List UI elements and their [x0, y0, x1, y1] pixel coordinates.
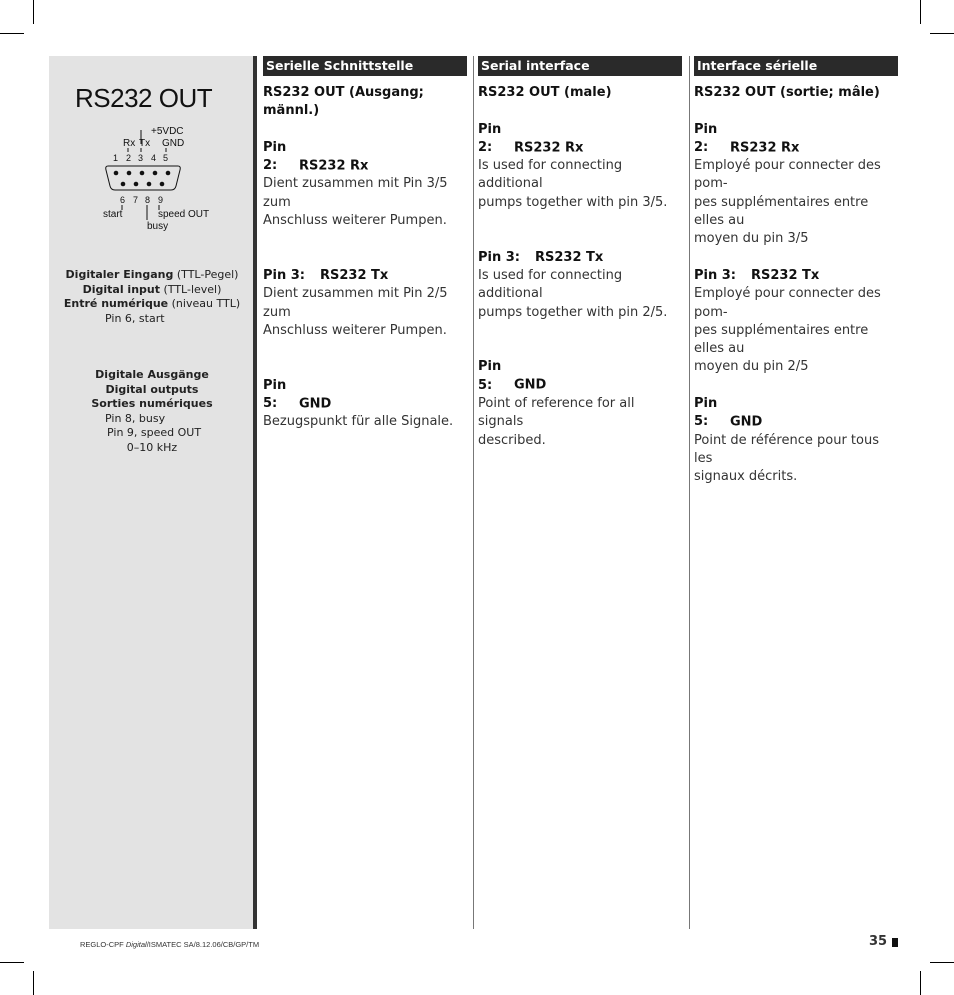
section-header: Serial interface — [478, 56, 682, 76]
pin-label: Pin 5: — [263, 377, 287, 412]
svg-text:4: 4 — [151, 153, 157, 163]
pin-description: Employé pour connecter des pom- — [694, 158, 881, 192]
pin-signal: RS232 Tx — [751, 267, 820, 283]
pin-description: described. — [478, 432, 546, 448]
section-header: Serielle Schnittstelle — [263, 56, 467, 76]
output-range: 0–10 kHz — [126, 440, 178, 454]
page-title: RS232 OUT — [75, 83, 213, 113]
label-rx: Rx — [123, 138, 136, 149]
pin-description: Bezugspunkt für alle Signale. — [263, 414, 454, 430]
subtitle: RS232 OUT (Ausgang; männl.) — [263, 85, 424, 119]
pin-label: Pin 2: — [478, 121, 502, 155]
pin-label: Pin 2: — [694, 121, 718, 155]
pin-label: Pin 5: — [694, 396, 718, 430]
connector-pins — [114, 171, 171, 187]
pin-signal: RS232 Rx — [730, 139, 800, 155]
label-5vdc: +5VDC — [151, 126, 184, 137]
footer-credit — [80, 940, 259, 949]
pin-description: Anschluss weiterer Pumpen. — [263, 322, 447, 338]
column-english — [478, 56, 682, 450]
pin-description: pumps together with pin 2/5. — [478, 304, 668, 320]
input-level-fr: (niveau TTL) — [168, 297, 241, 310]
footer-text: REGLO-CPF — [80, 940, 126, 949]
input-pin: Pin 6, start — [105, 311, 165, 325]
crop-mark — [930, 33, 954, 34]
pin-signal: GND — [514, 377, 547, 393]
sidebar-edge-bar — [253, 56, 257, 929]
pin-signal: RS232 Tx — [320, 267, 389, 283]
pin-description: Is used for connecting additional — [478, 158, 623, 192]
input-label-fr: Entré numérique — [63, 297, 169, 310]
label-tx: Tx — [139, 138, 151, 149]
crop-mark — [33, 971, 34, 995]
pin-signal: GND — [299, 396, 332, 412]
pin-signal: GND — [730, 414, 763, 430]
pin-signal: RS232 Rx — [299, 158, 369, 174]
svg-text:3: 3 — [138, 153, 144, 163]
svg-text:6: 6 — [120, 195, 126, 205]
digital-input-block — [52, 268, 252, 326]
output-pin8: Pin 8, busy — [105, 411, 166, 425]
pin-description: Dient zusammen mit Pin 3/5 zum — [263, 176, 448, 210]
input-level-en: (TTL-level) — [160, 282, 222, 296]
column-french — [694, 56, 898, 487]
section-header: Interface sérielle — [694, 56, 898, 76]
output-label-de: Digitale Ausgänge — [95, 368, 209, 381]
subtitle: RS232 OUT (male) — [478, 85, 612, 100]
pin-description: moyen du pin 2/5 — [694, 359, 809, 375]
crop-mark — [920, 971, 921, 995]
pin-description: signaux décrits. — [694, 469, 798, 485]
pin-label: Pin 2: — [263, 139, 287, 174]
svg-text:1: 1 — [113, 153, 119, 163]
svg-text:2: 2 — [126, 153, 132, 163]
output-label-en: Digital outputs — [105, 382, 199, 396]
column-divider — [689, 56, 690, 929]
input-label-en: Digital input — [82, 282, 160, 296]
svg-text:9: 9 — [158, 195, 164, 205]
output-label-fr: Sorties numériques — [91, 397, 213, 410]
db9-connector-diagram — [100, 124, 240, 234]
svg-text:5: 5 — [163, 153, 169, 163]
pin-description: Point of reference for all signals — [478, 396, 635, 430]
pin-numbers-top — [113, 153, 168, 163]
crop-mark — [930, 962, 954, 963]
pin-label: Pin 5: — [478, 359, 502, 393]
pin-description: moyen du pin 3/5 — [694, 231, 809, 247]
label-gnd: GND — [162, 138, 185, 149]
connector-shell — [106, 166, 181, 190]
input-label-de: Digitaler Eingang — [65, 268, 174, 281]
pin-signal: RS232 Rx — [514, 139, 584, 155]
pin-description: pumps together with pin 3/5. — [478, 194, 668, 210]
svg-text:7: 7 — [133, 195, 139, 205]
pin-label: Pin 3: — [478, 249, 521, 265]
pin-description: Is used for connecting additional — [478, 267, 623, 302]
pin-label: Pin 3: — [694, 267, 737, 283]
input-level-de: (TTL-Pegel) — [173, 268, 239, 281]
pin-label: Pin 3: — [263, 267, 306, 283]
crop-mark — [0, 962, 24, 963]
crop-mark — [0, 33, 24, 34]
label-busy: busy — [147, 221, 169, 232]
pin-description: pes supplémentaires entre elles au — [694, 322, 869, 357]
crop-mark — [920, 0, 921, 24]
label-start: start — [103, 209, 123, 220]
page-marker — [892, 938, 898, 947]
crop-mark — [33, 0, 34, 24]
svg-text:8: 8 — [145, 195, 151, 205]
pin-numbers-bottom — [120, 195, 163, 205]
pin-description: pes supplémentaires entre elles au — [694, 194, 869, 229]
pin-signal: RS232 Tx — [535, 249, 604, 265]
footer-text-italic: Digital — [125, 940, 147, 949]
column-divider — [473, 56, 474, 929]
pin-description: Employé pour connecter des pom- — [694, 286, 881, 320]
footer-text: /ISMATEC SA/8.12.06/CB/GP/TM — [146, 940, 260, 949]
pin-description: Anschluss weiterer Pumpen. — [263, 213, 447, 229]
page-number: 35 — [869, 934, 888, 949]
column-german — [263, 56, 467, 432]
output-pin9: Pin 9, speed OUT — [107, 426, 202, 439]
pin-description: Dient zusammen mit Pin 2/5 zum — [263, 286, 448, 320]
pin-description: Point de référence pour tous les — [694, 432, 879, 466]
label-speed-out: speed OUT — [158, 209, 210, 220]
subtitle: RS232 OUT (sortie; mâle) — [694, 85, 880, 100]
digital-output-block — [52, 368, 252, 455]
